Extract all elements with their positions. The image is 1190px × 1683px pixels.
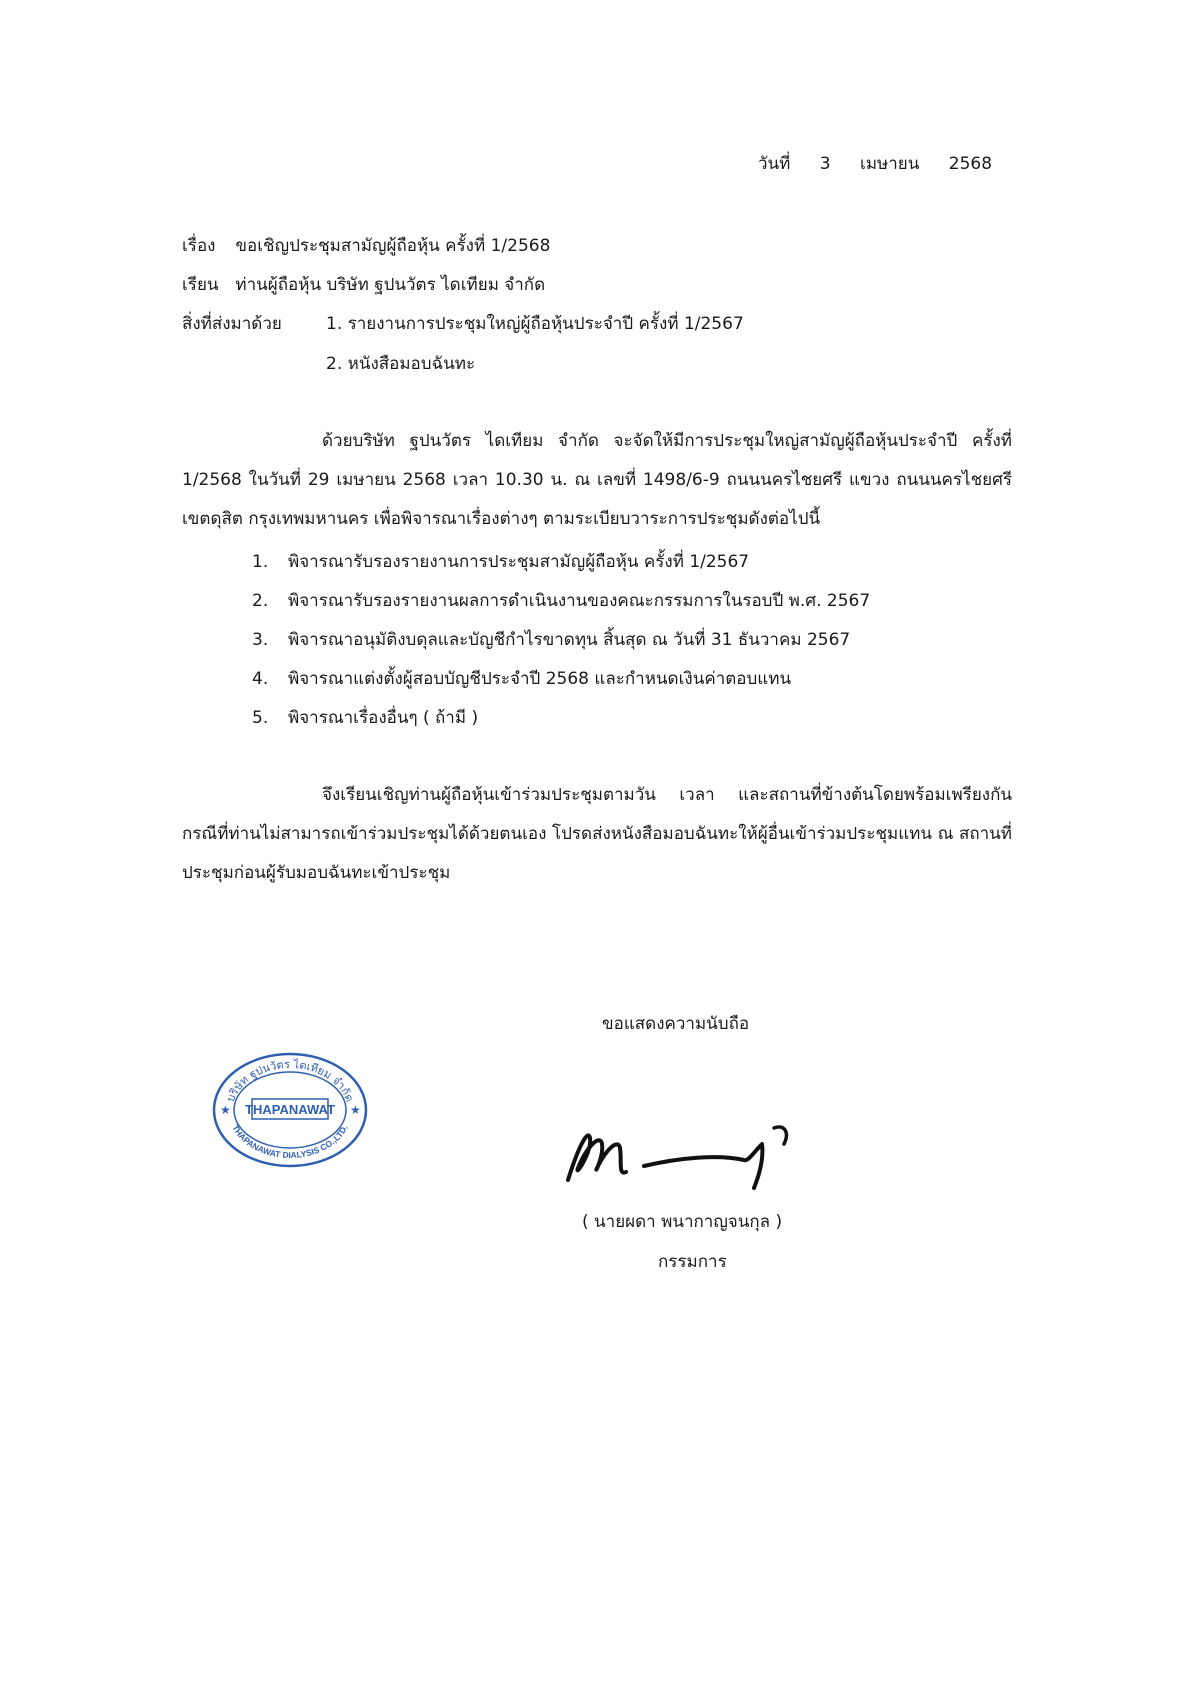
agenda-number: 3. bbox=[252, 630, 269, 650]
agenda-text: พิจารณาแต่งตั้งผู้สอบบัญชีประจำปี 2568 และกำหนดเงินค่าตอบแทน bbox=[288, 669, 792, 689]
agenda-text: พิจารณารับรองรายงานผลการดำเนินงานของคณะกรรมการในรอบปี พ.ศ. 2567 bbox=[288, 591, 871, 611]
agenda-number: 1. bbox=[252, 552, 269, 572]
agenda-text: พิจารณารับรองรายงานการประชุมสามัญผู้ถือหุ้น ครั้งที่ 1/2567 bbox=[288, 552, 750, 572]
letter-date bbox=[758, 150, 1006, 177]
seal-top-text: บริษัท ฐปนวัตร ไดเทียม จำกัด bbox=[223, 1057, 357, 1104]
recipient-line bbox=[182, 271, 545, 298]
subject-line bbox=[182, 232, 550, 259]
agenda-item bbox=[252, 548, 749, 575]
agenda-item bbox=[252, 587, 870, 614]
company-seal bbox=[210, 1050, 370, 1168]
seal-bottom-text: THAPANAWAT DIALYSIS CO.,LTD. bbox=[230, 1123, 350, 1161]
closing-regards: ขอแสดงความนับถือ bbox=[602, 1014, 750, 1034]
agenda-number: 4. bbox=[252, 669, 269, 689]
enclosure-item: 1. รายงานการประชุมใหญ่ผู้ถือหุ้นประจำปี ครั้งที่ 1/2567 bbox=[326, 314, 744, 334]
agenda-text: พิจารณาอนุมัติงบดุลและบัญชีกำไรขาดทุน สิ้นสุด ณ วันที่ 31 ธันวาคม 2567 bbox=[288, 630, 851, 650]
seal-center-text: THAPANAWAT bbox=[245, 1102, 335, 1117]
agenda-item bbox=[252, 704, 478, 731]
handwritten-signature bbox=[548, 1108, 818, 1198]
date-label: วันที่ bbox=[758, 154, 791, 174]
star-icon: ★ bbox=[350, 1103, 361, 1117]
intro-text: ด้วยบริษัท ฐปนวัตร ไดเทียม จำกัด จะจัดให้มีการประชุมใหญ่สามัญผู้ถือหุ้นประจำปี ครั้งที่ 1/2568 ในวันที่ 29 เมษายน 2568 เวลา 10.30 น. ณ เลขที่ 1498/6-9 ถนนนครไชยศรี แขวง ถนนนครไชยศรี เขตดุสิต กรุงเทพมหานคร เพื่อพิจารณาเรื่องต่างๆ ตามระเบียบวาระการประชุมดังต่อไปนี้ bbox=[182, 431, 1012, 529]
date-year: 2568 bbox=[948, 154, 993, 174]
star-icon: ★ bbox=[220, 1103, 231, 1117]
signer-title: กรรมการ bbox=[658, 1252, 727, 1272]
date-day: 3 bbox=[819, 154, 831, 174]
date-month: เมษายน bbox=[860, 154, 920, 174]
subject-label: เรื่อง bbox=[182, 236, 216, 256]
agenda-item bbox=[252, 665, 791, 692]
agenda-number: 2. bbox=[252, 591, 269, 611]
agenda-text: พิจารณาเรื่องอื่นๆ ( ถ้ามี ) bbox=[288, 708, 479, 728]
enclosure-item: 2. หนังสือมอบฉันทะ bbox=[326, 354, 476, 374]
signer-name: ( นายผดา พนากาญจนกุล ) bbox=[582, 1212, 783, 1232]
agenda-item bbox=[252, 626, 850, 653]
recipient-text: ท่านผู้ถือหุ้น บริษัท ฐปนวัตร ไดเทียม จำกัด bbox=[235, 275, 546, 295]
intro-paragraph bbox=[182, 422, 1012, 539]
subject-text: ขอเชิญประชุมสามัญผู้ถือหุ้น ครั้งที่ 1/2568 bbox=[235, 236, 551, 256]
recipient-label: เรียน bbox=[182, 275, 219, 295]
invitation-paragraph bbox=[182, 776, 1012, 893]
enclosure-label: สิ่งที่ส่งมาด้วย bbox=[182, 314, 282, 334]
invitation-text: จึงเรียนเชิญท่านผู้ถือหุ้นเข้าร่วมประชุมตามวัน เวลา และสถานที่ข้างต้นโดยพร้อมเพรียงกัน กรณีที่ท่านไม่สามารถเข้าร่วมประชุมได้ด้วยตนเอง โปรดส่งหนังสือมอบฉันทะให้ผู้อื่นเข้าร่วมประชุมแทน ณ สถานที่ประชุมก่อนผู้รับมอบฉันทะเข้าประชุม bbox=[182, 785, 1012, 883]
agenda-number: 5. bbox=[252, 708, 269, 728]
